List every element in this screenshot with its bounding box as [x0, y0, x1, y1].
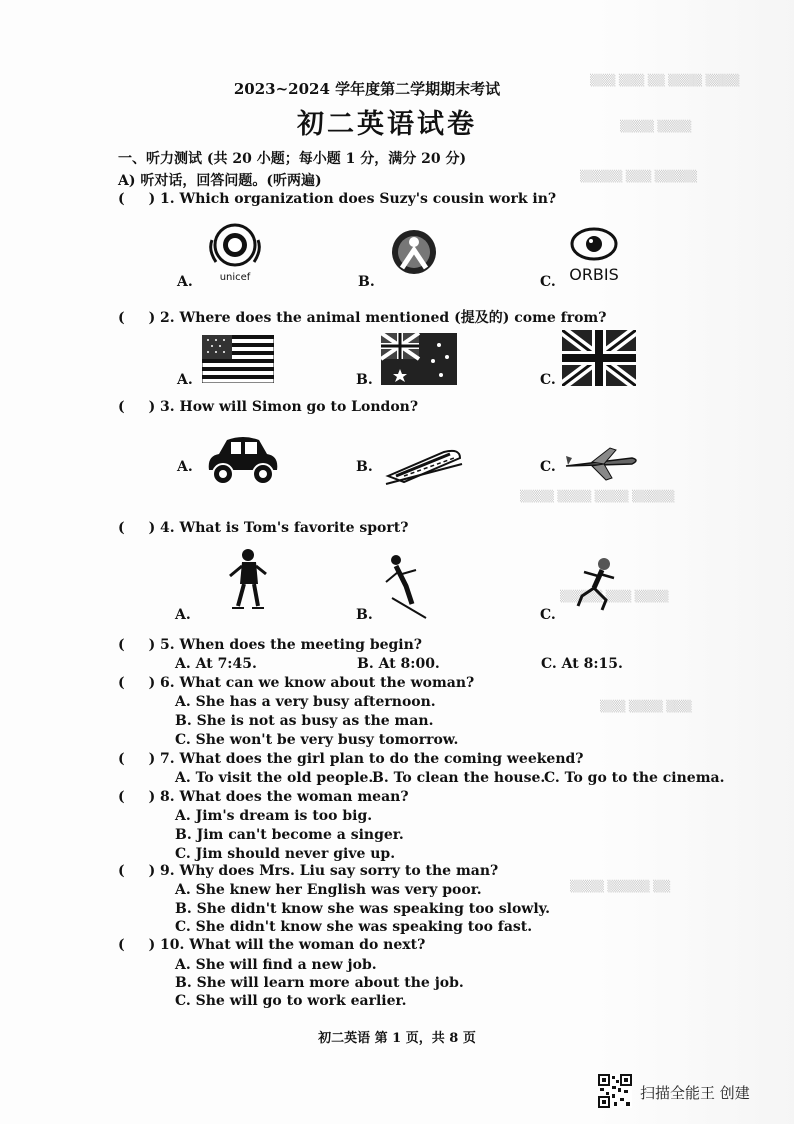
q3-option-c: C.	[540, 459, 556, 475]
q7-option-a: A. To visit the old people.	[175, 770, 374, 786]
running-icon	[576, 556, 620, 612]
question-7-text: 7. What does the girl plan to do the coming weekend?	[160, 751, 584, 767]
question-6-text: 6. What can we know about the woman?	[160, 675, 475, 691]
q5-option-b: B. At 8:00.	[357, 656, 440, 672]
paper-title: 初二英语试卷	[297, 109, 477, 140]
q9-option-a: A. She knew her English was very poor.	[175, 882, 482, 898]
q6-option-c: C. She won't be very busy tomorrow.	[175, 732, 459, 748]
q8-option-a: A. Jim's dream is too big.	[175, 808, 373, 824]
question-4: ( ) 4. What is Tom's favorite sport?	[118, 520, 409, 536]
question-1-text: 1. Which organization does Suzy's cousin work in?	[160, 191, 557, 207]
us-flag-icon	[202, 335, 274, 383]
orbis-logo-icon	[562, 226, 626, 284]
question-3-text: 3. How will Simon go to London?	[160, 399, 419, 415]
q7-option-c: C. To go to the cinema.	[544, 770, 725, 786]
question-10: ( ) 10. What will the woman do next?	[118, 937, 426, 953]
question-9-text: 9. Why does Mrs. Liu say sorry to the man?	[160, 863, 499, 879]
bleed-through-text: ▒▒▒▒▒ ▒▒▒ ▒▒▒▒▒	[580, 170, 697, 183]
question-2-text: 2. Where does the animal mentioned (提及的) come from?	[160, 310, 607, 326]
question-5-text: 5. When does the meeting begin?	[160, 637, 423, 653]
section-heading: 一、听力测试 (共 20 小题；每小题 1 分，满分 20 分)	[118, 151, 467, 167]
q1-option-c: C.	[540, 274, 556, 290]
q7-option-b: B. To clean the house.	[372, 770, 546, 786]
question-5: ( ) 5. When does the meeting begin?	[118, 637, 423, 653]
question-6: ( ) 6. What can we know about the woman?	[118, 675, 475, 691]
q5-option-c: C. At 8:15.	[541, 656, 623, 672]
svg-text:unicef: unicef	[219, 272, 251, 283]
plane-icon	[562, 446, 640, 482]
bleed-through-text: ▒▒▒ ▒▒▒▒ ▒▒▒	[600, 700, 692, 713]
q3-option-a: A.	[177, 459, 193, 475]
car-icon	[203, 432, 281, 488]
part-a-instruction: A) 听对话，回答问题。(听两遍)	[118, 173, 322, 189]
q4-option-c: C.	[540, 607, 556, 623]
uk-flag-icon	[562, 330, 636, 386]
q6-option-a: A. She has a very busy afternoon.	[175, 694, 436, 710]
question-2: ( ) 2. Where does the animal mentioned (提及的) come from?	[118, 310, 607, 326]
q10-option-a: A. She will find a new job.	[175, 957, 377, 973]
q1-option-a: A.	[177, 274, 193, 290]
cross-logo-icon	[390, 228, 438, 276]
skiing-icon	[382, 552, 428, 622]
q9-option-c: C. She didn't know she was speaking too fast.	[175, 919, 533, 935]
q10-option-b: B. She will learn more about the job.	[175, 975, 464, 991]
bleed-through-text: ▒▒▒ ▒▒▒ ▒▒ ▒▒▒▒ ▒▒▒▒	[590, 74, 740, 87]
question-10-text: 10. What will the woman do next?	[160, 937, 426, 953]
question-1: ( ) 1. Which organization does Suzy's cousin work in?	[118, 191, 557, 207]
skating-icon	[228, 548, 268, 614]
page-footer: 初二英语 第 1 页，共 8 页	[318, 1031, 476, 1046]
exam-title: 2023~2024 学年度第二学期期末考试	[233, 80, 501, 98]
question-4-text: 4. What is Tom's favorite sport?	[160, 520, 409, 536]
unicef-logo-icon	[204, 220, 266, 284]
question-8-text: 8. What does the woman mean?	[160, 789, 409, 805]
bleed-through-text: ▒▒▒▒▒ ▒▒▒ ▒▒▒▒	[560, 590, 669, 603]
q6-option-b: B. She is not as busy as the man.	[175, 713, 434, 729]
q2-option-c: C.	[540, 372, 556, 388]
q4-option-a: A.	[175, 607, 191, 623]
q10-option-c: C. She will go to work earlier.	[175, 993, 407, 1009]
q2-option-b: B.	[356, 372, 373, 388]
svg-text:ORBIS: ORBIS	[569, 265, 619, 284]
qr-code-icon	[598, 1074, 632, 1108]
bleed-through-text: ▒▒▒▒ ▒▒▒▒	[620, 120, 692, 133]
train-icon	[384, 446, 464, 486]
question-3: ( ) 3. How will Simon go to London?	[118, 399, 419, 415]
bleed-through-text: ▒▒▒▒ ▒▒▒▒▒ ▒▒	[570, 880, 671, 893]
q4-option-b: B.	[356, 607, 373, 623]
question-8: ( ) 8. What does the woman mean?	[118, 789, 409, 805]
q8-option-c: C. Jim should never give up.	[175, 846, 396, 862]
question-9: ( ) 9. Why does Mrs. Liu say sorry to the man?	[118, 863, 499, 879]
q3-option-b: B.	[356, 459, 373, 475]
q2-option-a: A.	[177, 372, 193, 388]
bleed-through-text: ▒▒▒▒ ▒▒▒▒ ▒▒▒▒ ▒▒▒▒▒	[520, 490, 675, 503]
q5-option-a: A. At 7:45.	[175, 656, 257, 672]
question-7: ( ) 7. What does the girl plan to do the coming weekend?	[118, 751, 584, 767]
australia-flag-icon	[381, 333, 457, 385]
q1-option-b: B.	[358, 274, 375, 290]
scanner-watermark: 扫描全能王 创建	[640, 1084, 750, 1102]
q8-option-b: B. Jim can't become a singer.	[175, 827, 404, 843]
q9-option-b: B. She didn't know she was speaking too slowly.	[175, 901, 551, 917]
